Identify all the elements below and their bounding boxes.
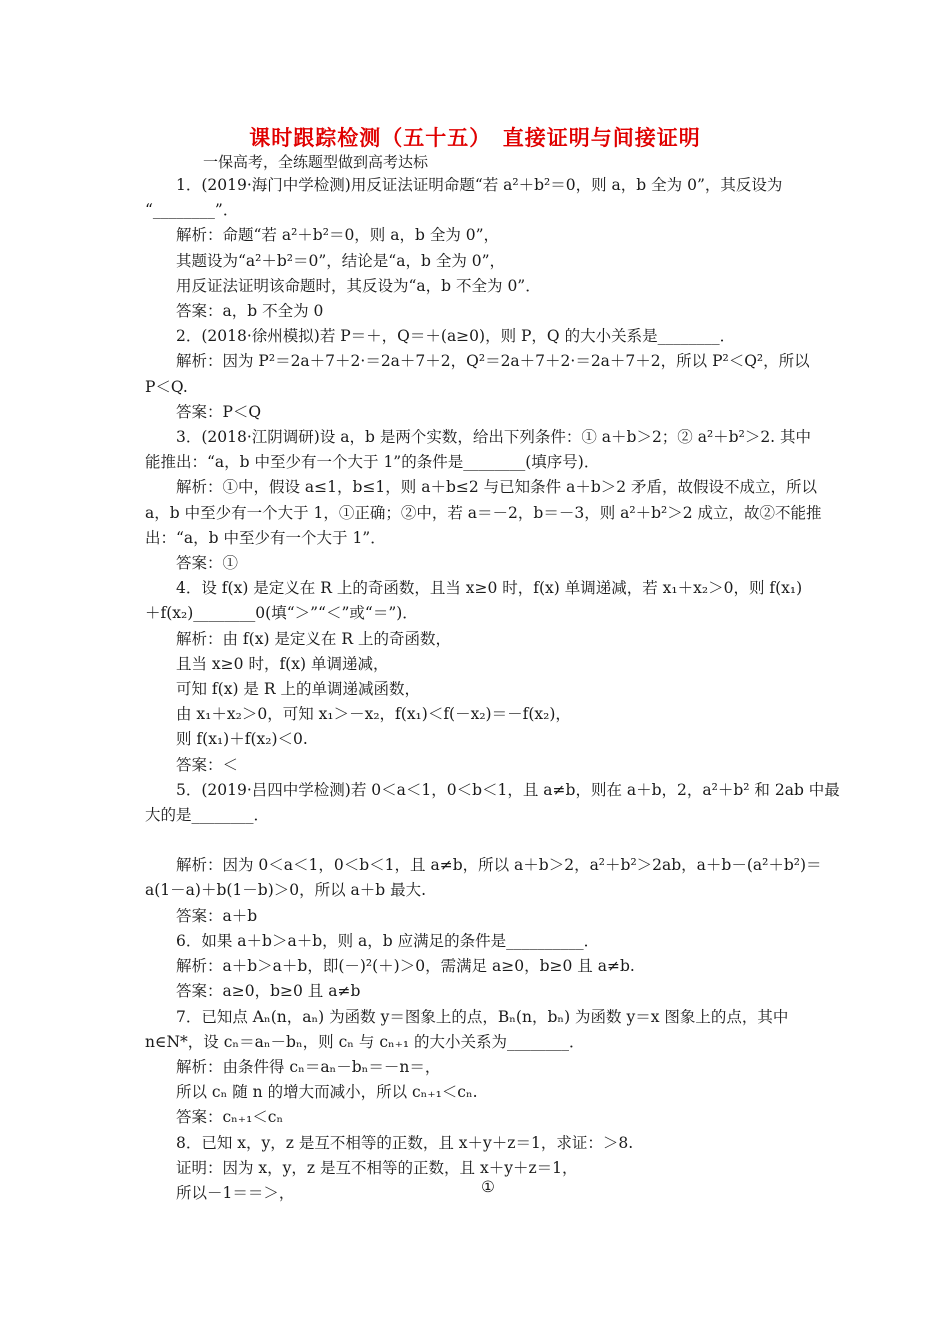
text-line: 解析：由条件得 cₙ＝aₙ－bₙ＝－n＝，: [176, 1057, 441, 1076]
text-line: 解析：因为 0＜a＜1，0＜b＜1，且 a≠b，所以 a＋b＞2，a²＋b²＞2ab，a＋b－(a²＋b²)＝: [176, 856, 822, 875]
text-line: “________”．: [145, 201, 239, 220]
text-line: 所以 cₙ 随 n 的增大而减小，所以 cₙ₊₁＜cₙ.: [176, 1083, 478, 1102]
text-line: 所以－1＝＝＞，: [176, 1183, 295, 1202]
text-line: 5．(2019·吕四中学检测)若 0＜a＜1，0＜b＜1，且 a≠b，则在 a＋b，2，a²＋b² 和 2ab 中最: [176, 780, 840, 799]
text-line: n∈N*，设 cₙ＝aₙ－bₙ，则 cₙ 与 cₙ₊₁ 的大小关系为________．: [145, 1032, 585, 1051]
text-line: 大的是________．: [145, 806, 270, 825]
text-line: 解析：①中，假设 a≤1，b≤1，则 a＋b≤2 与已知条件 a＋b＞2 矛盾，故假设不成立，所以: [176, 478, 818, 497]
page-title: 课时跟踪检测（五十五） 直接证明与间接证明: [249, 125, 701, 150]
text-line: 3．(2018·江阴调研)设 a，b 是两个实数，给出下列条件：① a＋b＞2；② a²＋b²＞2. 其中: [176, 428, 812, 447]
page-subtitle: 一保高考，全练题型做到高考达标: [203, 153, 429, 171]
text-line: P＜Q.: [145, 377, 188, 396]
text-line: 2．(2018·徐州模拟)若 P＝＋，Q＝＋(a≥0)，则 P，Q 的大小关系是________．: [176, 327, 736, 346]
text-line: 答案：P＜Q: [176, 402, 262, 421]
text-line: 用反证法证明该命题时，其反设为“a，b 不全为 0”．: [176, 276, 541, 295]
text-line: 则 f(x₁)＋f(x₂)＜0.: [176, 730, 308, 749]
text-line: 解析：命题“若 a²＋b²＝0，则 a，b 全为 0”，: [176, 226, 500, 245]
text-line: 答案：a＋b: [176, 906, 258, 925]
blank-line: [145, 828, 807, 853]
text-line: 且当 x≥0 时，f(x) 单调递减，: [176, 654, 389, 673]
text-line: 出：“a，b 中至少有一个大于 1”．: [145, 528, 386, 547]
text-line: a，b 中至少有一个大于 1，①正确；②中，若 a＝－2，b＝－3，则 a²＋b²＞2 成立，故②不能推: [145, 503, 822, 522]
text-line: 6．如果 a＋b＞a＋b，则 a，b 应满足的条件是__________．: [176, 931, 600, 950]
text-line: 答案：a≥0，b≥0 且 a≠b: [176, 982, 361, 1001]
text-line: ＋f(x₂)________0(填“＞”“＜”或“＝”)．: [145, 604, 418, 623]
text-line: 能推出：“a，b 中至少有一个大于 1”的条件是________(填序号)．: [145, 453, 600, 472]
text-line: 答案：cₙ₊₁＜cₙ: [176, 1108, 284, 1127]
document-body: [145, 173, 840, 1206]
text-line: 4．设 f(x) 是定义在 R 上的奇函数，且当 x≥0 时，f(x) 单调递减，若 x₁＋x₂＞0，则 f(x₁): [176, 579, 803, 598]
text-line: a(1－a)＋b(1－b)＞0，所以 a＋b 最大.: [145, 881, 427, 900]
equation-number-mark: ①: [481, 1178, 495, 1196]
text-line: 其题设为“a²＋b²＝0”，结论是“a，b 全为 0”，: [176, 251, 506, 270]
text-line: 8．已知 x，y，z 是互不相等的正数，且 x＋y＋z＝1，求证：＞8.: [176, 1133, 634, 1152]
text-line: 证明：因为 x，y，z 是互不相等的正数，且 x＋y＋z＝1，: [176, 1158, 578, 1177]
text-line: 由 x₁＋x₂＞0，可知 x₁＞－x₂，f(x₁)＜f(－x₂)＝－f(x₂)，: [176, 705, 571, 724]
text-line: 解析：因为 P²＝2a＋7＋2·＝2a＋7＋2，Q²＝2a＋7＋2·＝2a＋7＋2，所以 P²＜Q²，所以: [176, 352, 810, 371]
text-line: 1．(2019·海门中学检测)用反证法证明命题“若 a²＋b²＝0，则 a，b 全为 0”，其反设为: [176, 176, 783, 194]
text-line: 答案：①: [176, 554, 239, 573]
text-line: 答案：a，b 不全为 0: [176, 302, 324, 321]
text-line: 可知 f(x) 是 R 上的单调递减函数，: [176, 680, 420, 699]
text-line: 7．已知点 Aₙ(n，aₙ) 为函数 y＝图象上的点，Bₙ(n，bₙ) 为函数 y＝x 图象上的点，其中: [176, 1007, 789, 1026]
text-line: 解析：由 f(x) 是定义在 R 上的奇函数，: [176, 629, 451, 648]
text-line: 解析：a＋b＞a＋b，即(－)²(＋)＞0，需满足 a≥0，b≥0 且 a≠b.: [176, 957, 635, 976]
text-line: 答案：＜: [176, 755, 239, 774]
